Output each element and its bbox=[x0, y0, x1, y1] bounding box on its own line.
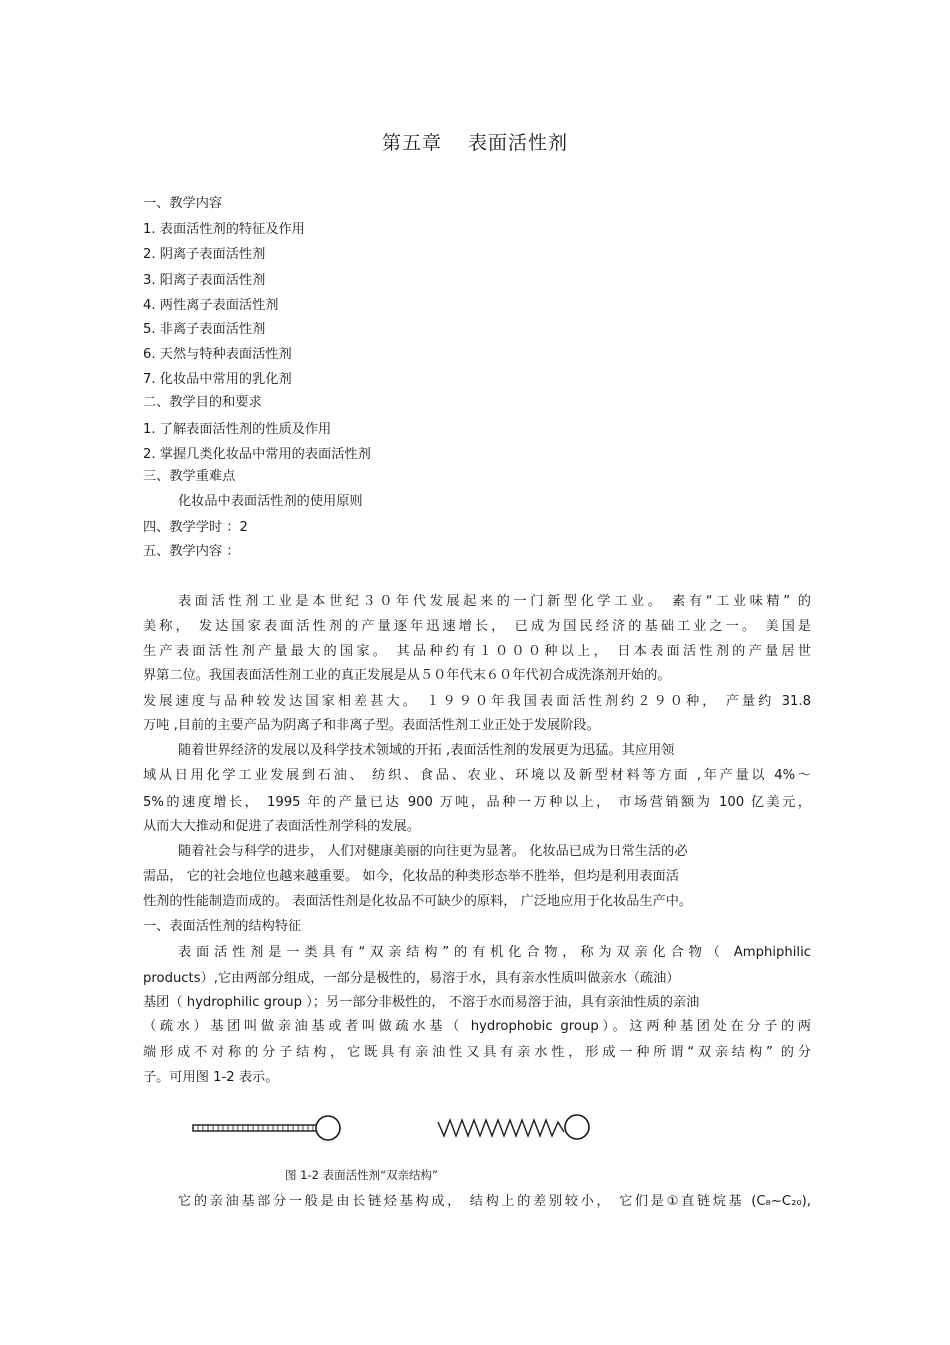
list-item: 4. 两性离子表面活性剂 bbox=[143, 298, 279, 313]
figure-zigzag-chain-molecule bbox=[436, 1110, 596, 1150]
section-heading: 三、教学重难点 bbox=[143, 469, 236, 484]
list-item: 6. 天然与特种表面活性剂 bbox=[143, 347, 292, 362]
paragraph-line: 界第二位。我国表面活性剂工业的真正发展是从５０年代末６０年代初合成洗涤剂开始的。 bbox=[143, 668, 671, 683]
list-item: 7. 化妆品中常用的乳化剂 bbox=[143, 372, 292, 387]
list-item: 5. 非离子表面活性剂 bbox=[143, 322, 266, 337]
paragraph-line: products）,它由两部分组成，一部分是极性的，易溶于水，具有亲水性质叫做亲水（疏油） bbox=[143, 971, 680, 986]
section-heading: 二、教学目的和要求 bbox=[143, 395, 262, 410]
list-item: 3. 阳离子表面活性剂 bbox=[143, 273, 266, 288]
paragraph-line: 它的亲油基部分一般是由长链烃基构成， 结构上的差别较小， 它们是①直链烷基 (C₈~C₂₀), bbox=[178, 1194, 811, 1209]
section-heading: 四、教学学时 ：2 bbox=[143, 520, 248, 535]
paragraph-line: 从而大大推动和促进了表面活性剂学科的发展。 bbox=[143, 819, 420, 834]
paragraph-line: 万吨 ,目前的主要产品为阴离子和非离子型。表面活性剂工业正处于发展阶段。 bbox=[143, 718, 600, 733]
chapter-number: 第五章 bbox=[381, 132, 442, 154]
paragraph-line: 域从日用化学工业发展到石油、 纺织、食品、农业、环境以及新型材料等方面 ,年产量以 4%～ bbox=[143, 768, 811, 783]
paragraph-line: 端形成不对称的分子结构，它既具有亲油性又具有亲水性，形成一种所谓“双亲结构” 的分 bbox=[143, 1045, 811, 1060]
chapter-topic: 表面活性剂 bbox=[468, 132, 569, 154]
section-heading: 一、表面活性剂的结构特征 bbox=[143, 919, 302, 934]
section-heading: 一、教学内容 bbox=[143, 196, 223, 211]
paragraph-line: 生产表面活性剂产量最大的国家。 其品种约有１０００种以上， 日本表面活性剂的产量居世 bbox=[143, 644, 811, 659]
section-heading: 五、教学内容 ： bbox=[143, 544, 240, 559]
paragraph-line: 5%的速度增长， 1995 年的产量已达 900 万吨，品种一万种以上， 市场营销额为 100 亿美元， bbox=[143, 795, 811, 810]
list-item: 1. 了解表面活性剂的性质及作用 bbox=[143, 422, 332, 437]
paragraph-line: 表面活性剂是一类具有“双亲结构”的有机化合物，称为双亲化合物（ Amphiphilic bbox=[178, 945, 811, 960]
paragraph-line: 子。可用图 1-2 表示。 bbox=[143, 1070, 279, 1085]
paragraph-line: 性剂的性能制造而成的。 表面活性剂是化妆品不可缺少的原料， 广泛地应用于化妆品生产中。 bbox=[143, 894, 693, 909]
figure-caption: 图 1-2 表面活性剂“双亲结构” bbox=[285, 1168, 439, 1182]
paragraph-line: 随着世界经济的发展以及科学技术领域的开拓 ,表面活性剂的发展更为迅猛。其应用领 bbox=[178, 743, 675, 758]
paragraph-line: （疏水）基团叫做亲油基或者叫做疏水基（ hydrophobic group）。这两种基团处在分子的两 bbox=[143, 1019, 811, 1034]
paragraph-line: 发展速度与品种较发达国家相差甚大。 １９９０年我国表面活性剂约２９０种， 产量约 31.8 bbox=[143, 694, 811, 709]
list-item: 2. 阴离子表面活性剂 bbox=[143, 247, 266, 262]
paragraph-line: 基团（ hydrophilic group ）；另一部分非极性的， 不溶于水而易溶于油，具有亲油性质的亲油 bbox=[143, 995, 700, 1010]
paragraph-line: 需品， 它的社会地位也越来越重要。 如今，化妆品的种类形态举不胜举，但均是利用表面活 bbox=[143, 869, 679, 884]
paragraph-line: 美称， 发达国家表面活性剂的产量逐年迅速增长， 已成为国民经济的基础工业之一。 美国是 bbox=[143, 619, 811, 634]
list-item: 2. 掌握几类化妆品中常用的表面活性剂 bbox=[143, 447, 371, 462]
page-title bbox=[0, 128, 950, 155]
section-text: 化妆品中表面活性剂的使用原则 bbox=[178, 494, 363, 509]
figure-straight-chain-molecule bbox=[190, 1110, 345, 1150]
paragraph-line: 表面活性剂工业是本世纪３０年代发展起来的一门新型化学工业。 素有“工业味精” 的 bbox=[178, 594, 811, 609]
list-item: 1. 表面活性剂的特征及作用 bbox=[143, 222, 305, 237]
paragraph-line: 随着社会与科学的进步， 人们对健康美丽的向往更为显著。 化妆品已成为日常生活的必 bbox=[178, 844, 688, 859]
